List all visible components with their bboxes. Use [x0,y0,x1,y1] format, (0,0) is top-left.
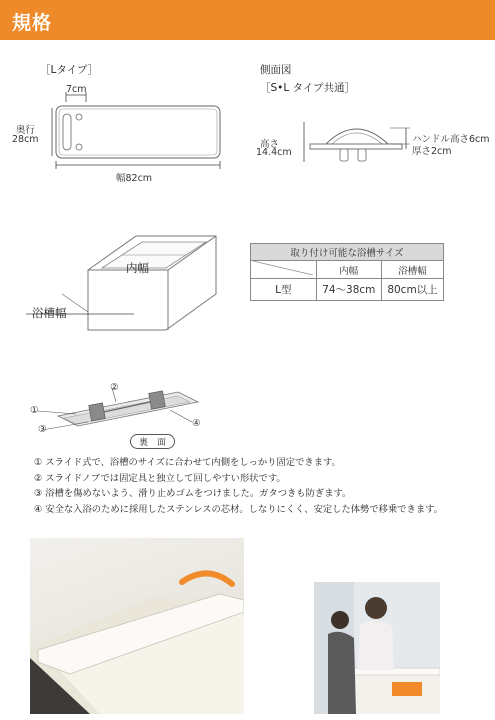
inner-width-label: 内幅 [126,261,149,275]
depth-label: 奥行 [16,125,36,136]
callout-4: ④ [192,418,201,429]
callout-3: ③ [38,424,47,435]
side-view-title: 側面図 [260,64,292,76]
callout-2: ② [110,382,119,393]
table-corner-cell [251,261,317,279]
thickness-label: 厚さ2cm [412,146,452,157]
top-view-drawing [40,90,230,175]
side-view-type-label: ［S•L タイプ共通］ [260,82,356,94]
feature-item-2: ② スライドノブでは固定具と独立して回しやすい形状です。 [34,472,286,484]
table-header-tub: 浴槽幅 [382,261,444,279]
height-label: 高さ [260,139,280,150]
product-photo [30,538,244,714]
table-row-tub: 80cm以上 [382,279,444,301]
table-row-type: L型 [251,279,317,301]
bath-board-photo-drawing [30,538,244,714]
section-header [0,0,495,40]
tub-width-label: 浴槽幅 [32,306,67,320]
height-value: 14.4cm [256,147,292,158]
depth-value: 28cm [12,134,39,145]
bathtub-size-table [250,243,444,301]
back-view-illustration [30,378,210,450]
callout-1: ① [30,405,39,416]
diagonal-line [253,261,313,275]
usage-photo [314,582,440,714]
feature-list [34,455,443,517]
back-side-caption: 裏 面 [130,434,175,449]
side-view-drawing [300,118,412,170]
feature-item-1: ① スライド式で、浴槽のサイズに合わせて内側をしっかり固定できます。 [34,457,341,468]
handle-height-label: ハンドル高さ6cm [412,134,490,145]
usage-photo-drawing [314,582,440,714]
table-header-inner: 内幅 [316,261,381,279]
table-row-inner: 74～38cm [316,279,381,301]
top-view-type-label: ［Lタイプ］ [40,64,99,76]
bathtub-illustration [26,222,236,342]
feature-item-4: ④ 安全な入浴のために採用したステンレスの芯材。しなりにくく、安定した体勢で移乗できます。 [34,503,443,515]
dimension-7cm: 7cm [66,84,87,95]
width-label: 幅82cm [116,173,153,184]
feature-item-3: ③ 浴槽を傷めないよう、滑り止めゴムをつけました。ガタつきも防ぎます。 [34,488,352,499]
section-title: 規格 [12,12,53,34]
table-title: 取り付け可能な浴槽サイズ [251,244,444,261]
